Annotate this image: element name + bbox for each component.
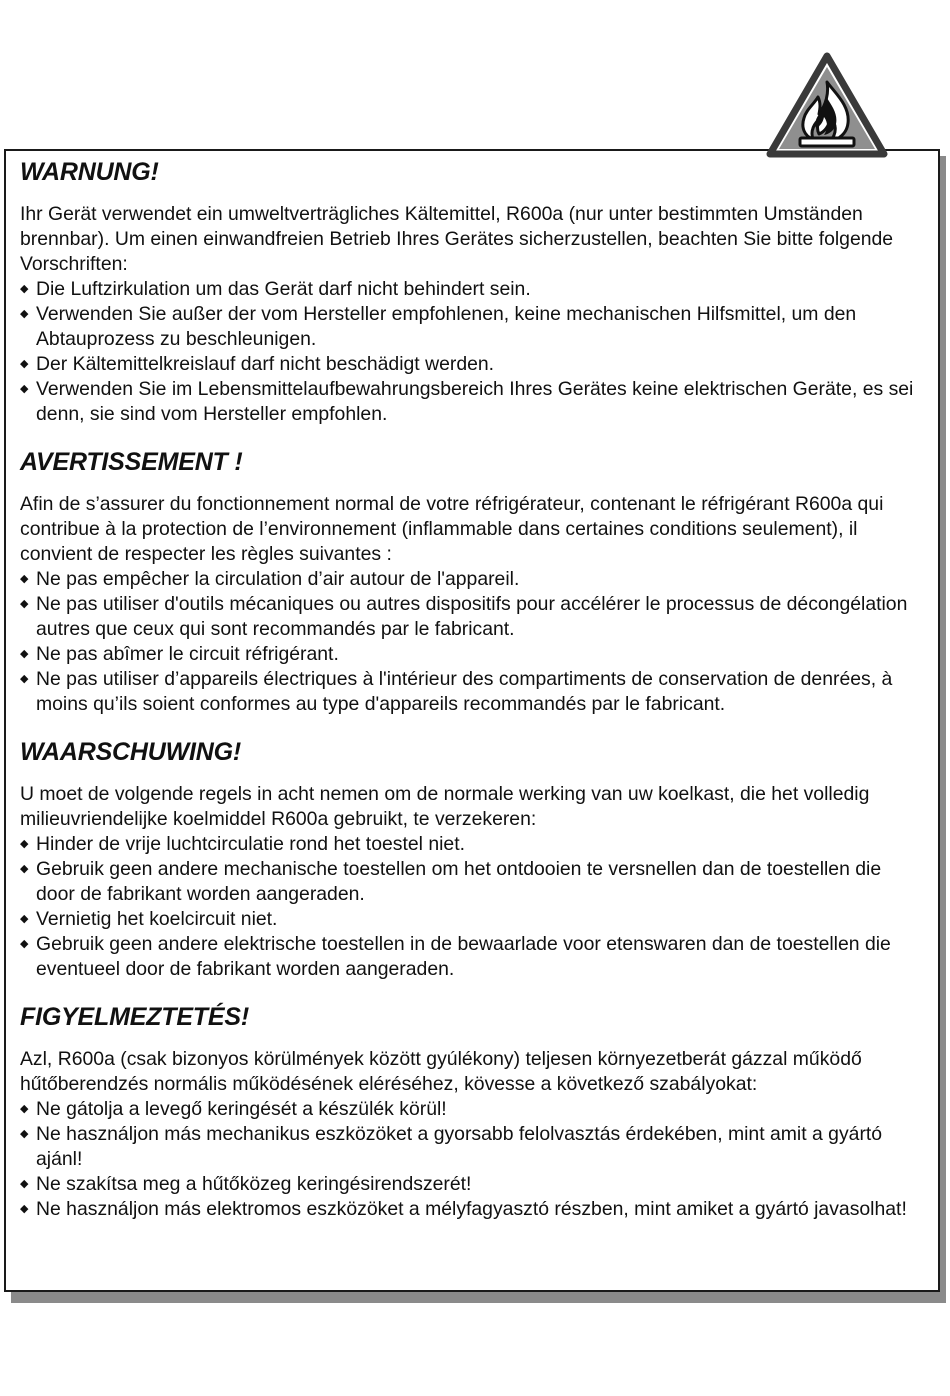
diamond-bullet-icon: ◆ — [20, 383, 29, 395]
diamond-bullet-icon: ◆ — [20, 1103, 29, 1115]
rule-item — [20, 832, 925, 857]
rules-list — [20, 1097, 925, 1222]
rule-item — [20, 277, 925, 302]
rule-text: Ne használjon más elektromos eszközöket a mélyfagyasztó részben, mint amiket a gyártó javasolhat! — [36, 1198, 907, 1220]
diamond-bullet-icon: ◆ — [20, 573, 29, 585]
rule-item — [20, 377, 925, 427]
rule-text: Ne szakítsa meg a hűtőközeg keringésirendszerét! — [36, 1173, 472, 1195]
rule-text: Ne pas utiliser d’appareils électriques à l'intérieur des compartiments de conservation de denrées, à moins qu’ils soient conformes au type d'appareils recommandés par le fabricant. — [36, 668, 893, 715]
rule-text: Hinder de vrije luchtcirculatie rond het toestel niet. — [36, 833, 465, 855]
diamond-bullet-icon: ◆ — [20, 1203, 29, 1215]
rule-text: Ne gátolja a levegő keringését a készülék körül! — [36, 1098, 447, 1120]
rule-text: Der Kältemittelkreislauf darf nicht beschädigt werden. — [36, 353, 495, 375]
rule-item — [20, 907, 925, 932]
diamond-bullet-icon: ◆ — [20, 308, 29, 320]
rule-item — [20, 352, 925, 377]
rule-item — [20, 567, 925, 592]
rule-item — [20, 932, 925, 982]
diamond-bullet-icon: ◆ — [20, 863, 29, 875]
diamond-bullet-icon: ◆ — [20, 283, 29, 295]
rules-list — [20, 277, 925, 427]
section-french — [20, 447, 925, 717]
diamond-bullet-icon: ◆ — [20, 648, 29, 660]
rule-item — [20, 302, 925, 352]
diamond-bullet-icon: ◆ — [20, 358, 29, 370]
rule-text: Ne pas empêcher la circulation d’air autour de l'appareil. — [36, 568, 520, 590]
flammable-warning-icon — [766, 52, 888, 160]
diamond-bullet-icon: ◆ — [20, 838, 29, 850]
section-intro: U moet de volgende regels in acht nemen om de normale werking van uw koelkast, die het volledig milieuvriendelijke koelmiddel R600a gebruikt, te verzekeren: — [20, 783, 870, 830]
rules-list — [20, 832, 925, 982]
rule-item — [20, 1197, 925, 1222]
rule-text: Ne használjon más mechanikus eszközöket a gyorsabb felolvasztás érdekében, mint amit a gyártó ajánl! — [36, 1123, 883, 1170]
rule-item — [20, 642, 925, 667]
rule-item — [20, 592, 925, 642]
rule-item — [20, 1122, 925, 1172]
rules-list — [20, 567, 925, 717]
diamond-bullet-icon: ◆ — [20, 1178, 29, 1190]
diamond-bullet-icon: ◆ — [20, 598, 29, 610]
rule-text: Verwenden Sie im Lebensmittelaufbewahrungsbereich Ihres Gerätes keine elektrischen Geräte, es sei denn, sie sind vom Hersteller empfohlen. — [36, 378, 914, 425]
rule-item — [20, 667, 925, 717]
section-heading: WAARSCHUWING! — [20, 738, 241, 766]
warning-box — [4, 149, 940, 1292]
section-dutch — [20, 737, 925, 982]
rule-text: Verwenden Sie außer der vom Hersteller empfohlenen, keine mechanischen Hilfsmittel, um den Abtauprozess zu beschleunigen. — [36, 303, 857, 350]
section-intro: Afin de s’assurer du fonctionnement normal de votre réfrigérateur, contenant le réfrigérant R600a qui contribue à la protection de l’environnement (inflammable dans certaines conditions seulement), il convient de respecter les règles suivantes : — [20, 493, 884, 565]
section-german — [20, 157, 925, 427]
rule-text: Die Luftzirkulation um das Gerät darf nicht behindert sein. — [36, 278, 531, 300]
rule-text: Gebruik geen andere elektrische toestellen in de bewaarlade voor etenswaren dan de toestellen die eventueel door de fabrikant worden aangeraden. — [36, 933, 891, 980]
diamond-bullet-icon: ◆ — [20, 673, 29, 685]
section-hungarian — [20, 1002, 925, 1222]
section-intro: Azl, R600a (csak bizonyos körülmények között gyúlékony) teljesen környezetberát gázzal működő hűtőberendzés normális működésének eléréséhez, kövesse a következő szabályokat: — [20, 1048, 862, 1095]
section-heading: AVERTISSEMENT ! — [20, 448, 243, 476]
diamond-bullet-icon: ◆ — [20, 1128, 29, 1140]
rule-text: Gebruik geen andere mechanische toestellen om het ontdooien te versnellen dan de toestellen die door de fabrikant worden aangeraden. — [36, 858, 882, 905]
section-heading: FIGYELMEZTETÉS! — [20, 1003, 249, 1031]
rule-item — [20, 857, 925, 907]
rule-text: Ne pas abîmer le circuit réfrigérant. — [36, 643, 339, 665]
rule-text: Ne pas utiliser d'outils mécaniques ou autres dispositifs pour accélérer le processus de décongélation autres que ceux qui sont recommandés par le fabricant. — [36, 593, 908, 640]
rule-item — [20, 1172, 925, 1197]
rule-item — [20, 1097, 925, 1122]
warning-content — [20, 153, 925, 1222]
diamond-bullet-icon: ◆ — [20, 913, 29, 925]
section-intro: Ihr Gerät verwendet ein umweltverträgliches Kältemittel, R600a (nur unter bestimmten Umständen brennbar). Um einen einwandfreien Betrieb Ihres Gerätes sicherzustellen, beachten Sie bitte folgende Vorschriften: — [20, 203, 894, 275]
rule-text: Vernietig het koelcircuit niet. — [36, 908, 278, 930]
section-heading: WARNUNG! — [20, 158, 159, 186]
diamond-bullet-icon: ◆ — [20, 938, 29, 950]
